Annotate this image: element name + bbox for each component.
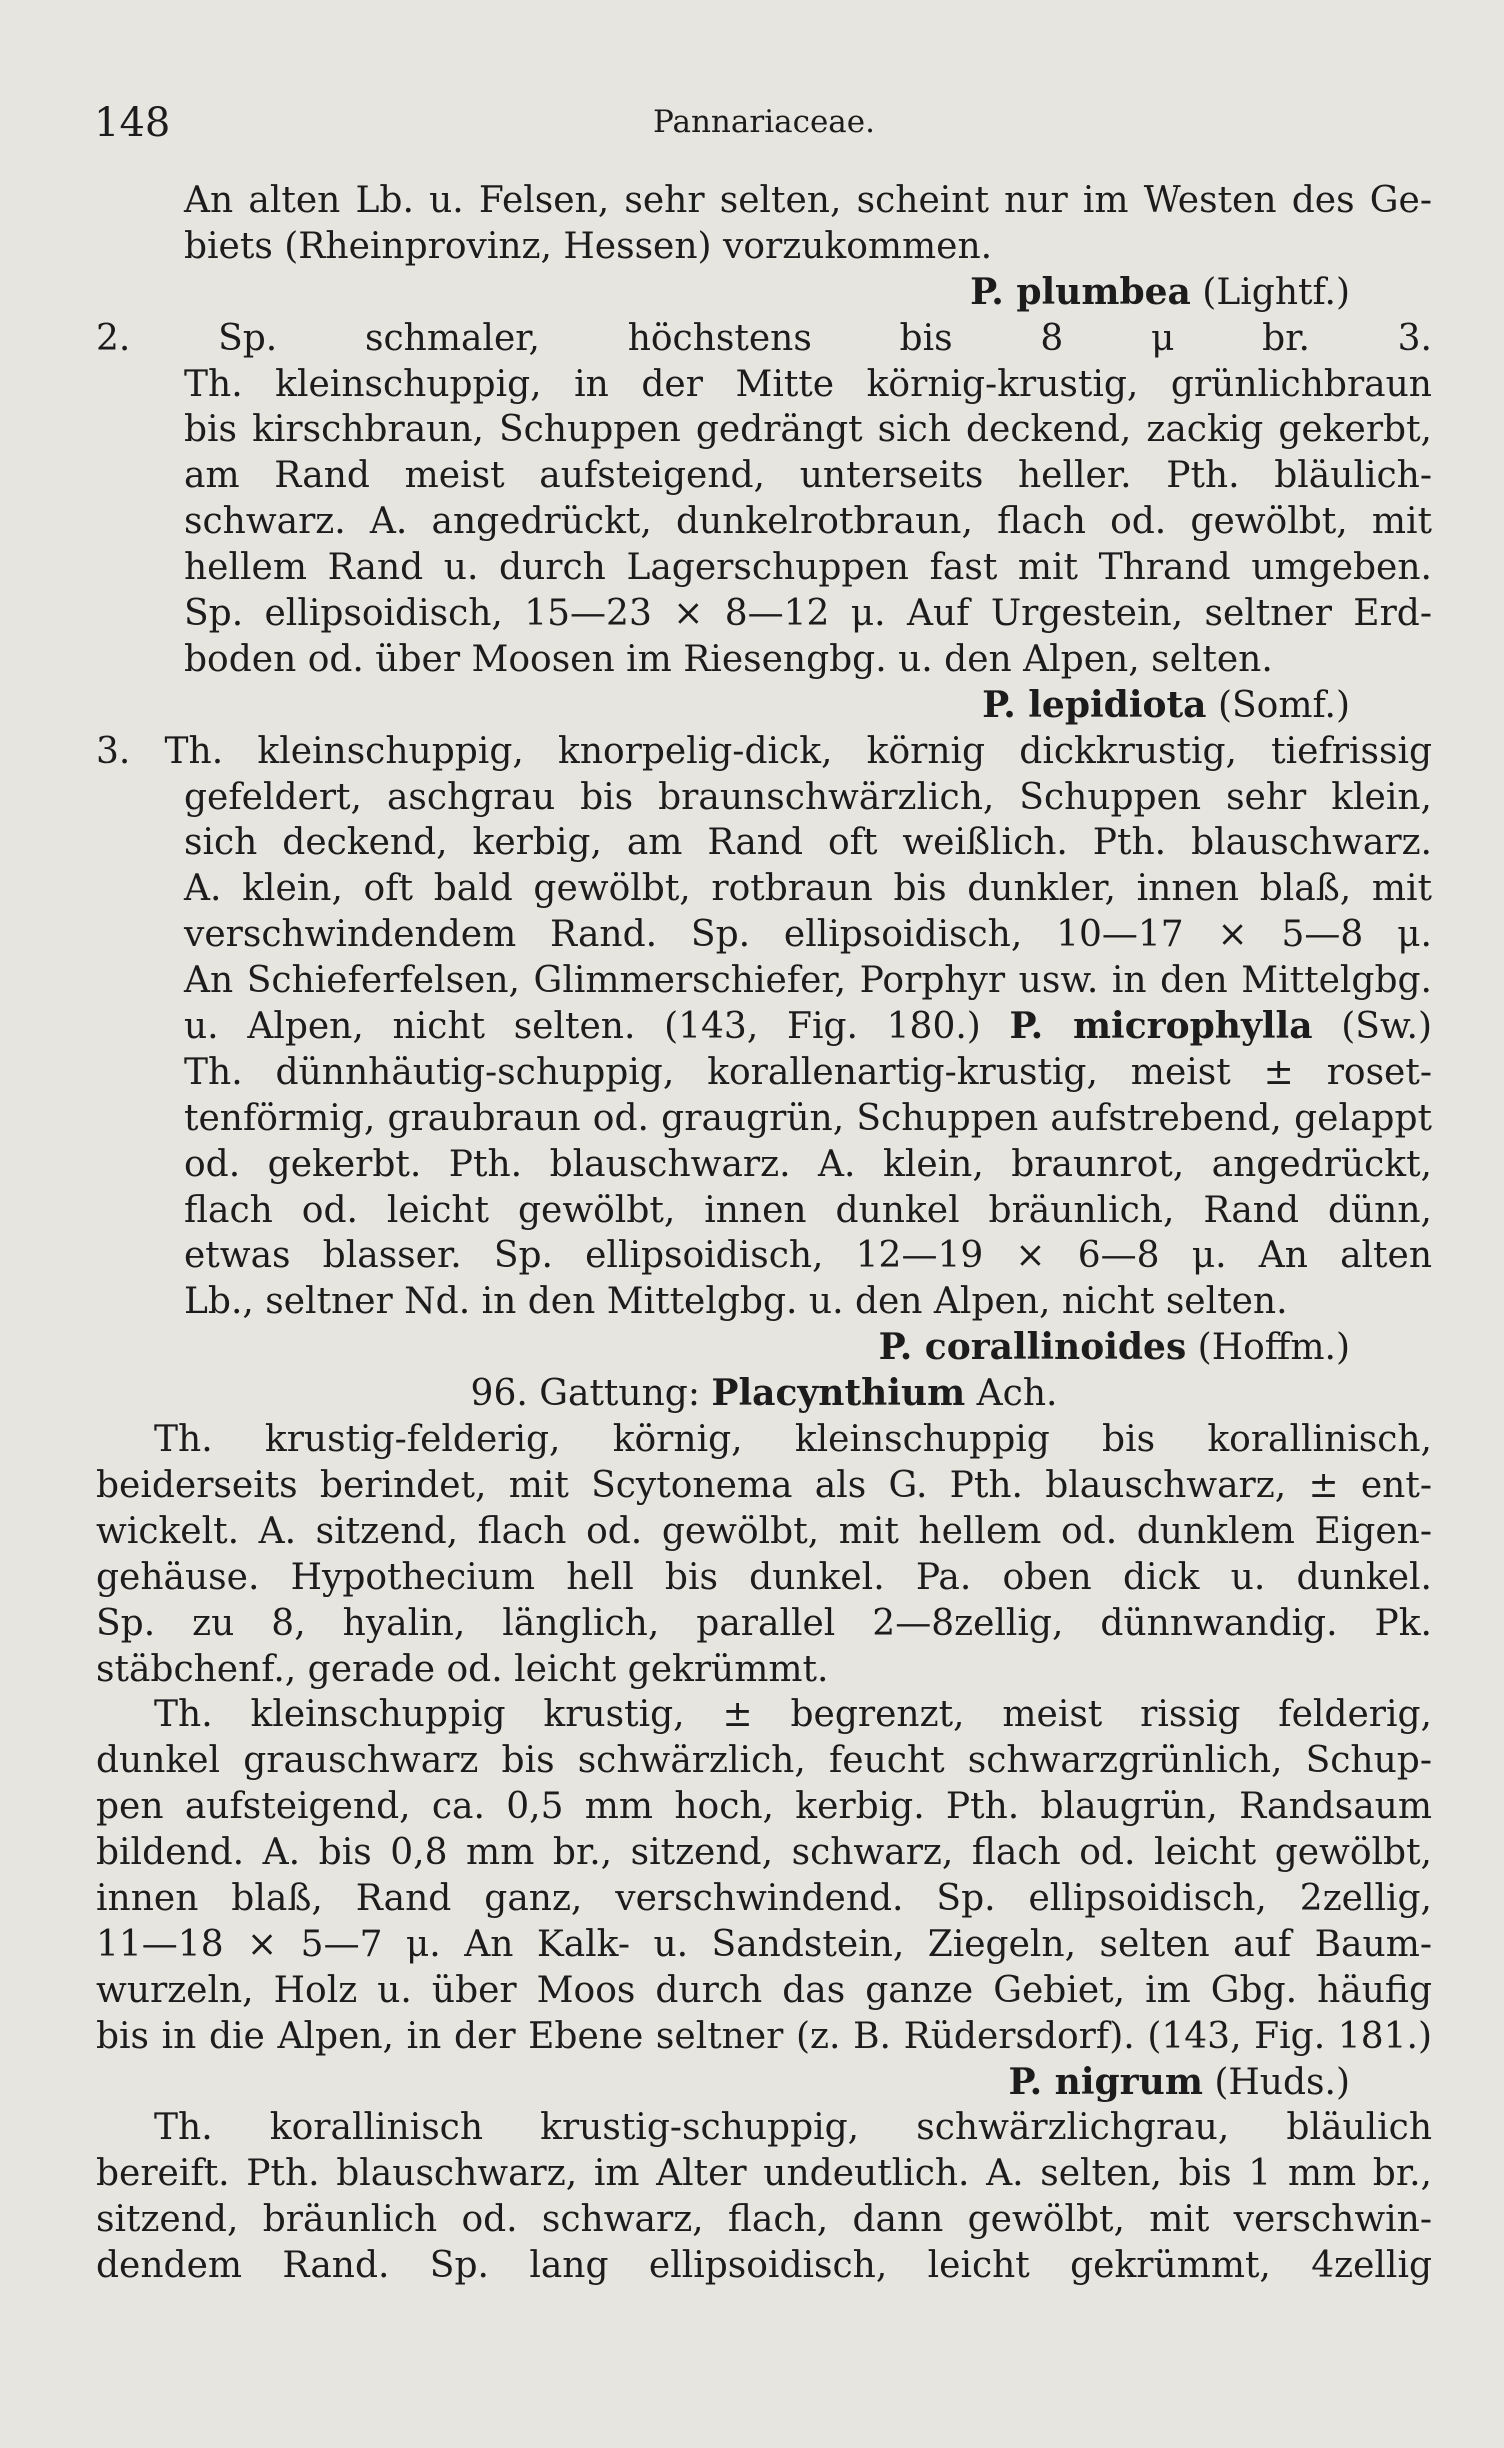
text-line: boden od. über Moosen im Riesengbg. u. den Alpen, selten.	[184, 638, 1273, 680]
text-line: Sp. zu 8, hyalin, länglich, parallel 2—8zellig, dünnwandig. Pk.	[96, 1602, 1432, 1644]
text-line	[96, 683, 1432, 729]
text-line: biets (Rheinprovinz, Hessen) vorzukommen.	[184, 225, 993, 267]
species-name: Placynthium	[711, 1372, 966, 1415]
page-body	[96, 178, 1432, 2289]
species-name: P. corallinoides	[878, 1326, 1187, 1369]
text-line: tenförmig, graubraun od. graugrün, Schuppen aufstrebend, gelappt	[184, 1097, 1432, 1139]
text-line: etwas blasser. Sp. ellipsoidisch, 12—19 × 6—8 μ. An alten	[184, 1235, 1432, 1277]
text-line: bis kirschbraun, Schuppen gedrängt sich deckend, zackig gekerbt,	[184, 409, 1432, 451]
text-line: dunkel grauschwarz bis schwärzlich, feucht schwarzgrünlich, Schup-	[96, 1740, 1432, 1782]
text-line: dendem Rand. Sp. lang ellipsoidisch, leicht gekrümmt, 4zellig	[96, 2245, 1432, 2287]
text-line: An Schieferfelsen, Glimmerschiefer, Porphyr usw. in den Mittelgbg.	[184, 960, 1432, 1002]
text-line: pen aufsteigend, ca. 0,5 mm hoch, kerbig. Pth. blaugrün, Randsaum	[96, 1786, 1432, 1828]
text-line: verschwindendem Rand. Sp. ellipsoidisch, 10—17 × 5—8 μ.	[184, 914, 1432, 956]
text-line: schwarz. A. angedrückt, dunkelrotbraun, flach od. gewölbt, mit	[184, 501, 1432, 543]
text-line	[96, 1325, 1432, 1371]
text-run: u. Alpen, nicht selten. (143, Fig. 180.)	[184, 1006, 1010, 1048]
text-line: A. klein, oft bald gewölbt, rotbraun bis dunkler, innen blaß, mit	[184, 868, 1432, 910]
species-name: P. nigrum	[1008, 2060, 1203, 2103]
text-line: wickelt. A. sitzend, flach od. gewölbt, mit hellem od. dunklem Eigen-	[96, 1510, 1432, 1552]
text-run: (Lightf.)	[1190, 271, 1350, 313]
text-line: sich deckend, kerbig, am Rand oft weißlich. Pth. blauschwarz.	[184, 822, 1432, 864]
text-line: Th. kleinschuppig, in der Mitte körnig-krustig, grünlichbraun	[184, 363, 1432, 405]
text-line: gefeldert, aschgrau bis braunschwärzlich, Schuppen sehr klein,	[184, 776, 1432, 818]
text-run: 96. Gattung:	[470, 1373, 712, 1415]
text-line: hellem Rand u. durch Lagerschuppen fast mit Thrand umgeben.	[184, 547, 1432, 589]
text-line: Th. krustig-felderig, körnig, kleinschuppig bis korallinisch,	[154, 1419, 1432, 1461]
text-line: am Rand meist aufsteigend, unterseits heller. Pth. bläulich-	[184, 455, 1432, 497]
text-run: (Huds.)	[1202, 2061, 1350, 2103]
text-line	[96, 1004, 1432, 1050]
text-line: od. gekerbt. Pth. blauschwarz. A. klein, braunrot, angedrückt,	[184, 1143, 1432, 1185]
text-line: wurzeln, Holz u. über Moos durch das ganze Gebiet, im Gbg. häufig	[96, 1969, 1432, 2011]
text-line: 11—18 × 5—7 μ. An Kalk- u. Sandstein, Ziegeln, selten auf Baum-	[96, 1923, 1432, 1965]
text-line	[96, 1371, 1432, 1417]
running-head: Pannariaceae.	[653, 104, 875, 140]
page-number: 148	[94, 100, 171, 146]
text-line: innen blaß, Rand ganz, verschwindend. Sp. ellipsoidisch, 2zellig,	[96, 1877, 1432, 1919]
text-line: Th. kleinschuppig krustig, ± begrenzt, meist rissig felderig,	[154, 1694, 1432, 1736]
text-line: Th. dünnhäutig-schuppig, korallenartig-krustig, meist ± roset-	[184, 1051, 1432, 1093]
text-line: sitzend, bräunlich od. schwarz, flach, dann gewölbt, mit verschwin-	[96, 2199, 1432, 2241]
text-line	[96, 270, 1432, 316]
text-run: (Sw.)	[1312, 1006, 1432, 1048]
text-line: 2. Sp. schmaler, höchstens bis 8 μ br. 3.	[96, 317, 1432, 359]
text-run: (Hoffm.)	[1186, 1327, 1350, 1369]
text-line	[96, 2060, 1432, 2106]
text-line: Th. korallinisch krustig-schuppig, schwärzlichgrau, bläulich	[154, 2107, 1432, 2149]
text-line: An alten Lb. u. Felsen, sehr selten, scheint nur im Westen des Ge-	[184, 180, 1432, 221]
text-line: flach od. leicht gewölbt, innen dunkel bräunlich, Rand dünn,	[184, 1189, 1432, 1231]
species-name: P. lepidiota	[982, 683, 1207, 726]
text-line: bereift. Pth. blauschwarz, im Alter undeutlich. A. selten, bis 1 mm br.,	[96, 2153, 1432, 2195]
text-run: Ach.	[965, 1373, 1058, 1415]
text-line: 3. Th. kleinschuppig, knorpelig-dick, körnig dickkrustig, tiefrissig	[96, 730, 1432, 772]
text-line: beiderseits berindet, mit Scytonema als G. Pth. blauschwarz, ± ent-	[96, 1464, 1432, 1506]
page-header	[94, 100, 1434, 150]
text-line: Sp. ellipsoidisch, 15—23 × 8—12 μ. Auf Urgestein, seltner Erd-	[184, 593, 1432, 635]
text-line: Lb., seltner Nd. in den Mittelgbg. u. den Alpen, nicht selten.	[184, 1281, 1288, 1323]
species-name: P. microphylla	[1009, 1005, 1313, 1048]
text-line: bis in die Alpen, in der Ebene seltner (z. B. Rüdersdorf). (143, Fig. 181.)	[96, 2015, 1432, 2057]
species-name: P. plumbea	[970, 270, 1191, 313]
text-line: gehäuse. Hypothecium hell bis dunkel. Pa. oben dick u. dunkel.	[96, 1556, 1432, 1598]
text-line: stäbchenf., gerade od. leicht gekrümmt.	[96, 1648, 829, 1690]
text-run: (Somf.)	[1206, 684, 1350, 726]
text-line: bildend. A. bis 0,8 mm br., sitzend, schwarz, flach od. leicht gewölbt,	[96, 1832, 1432, 1874]
